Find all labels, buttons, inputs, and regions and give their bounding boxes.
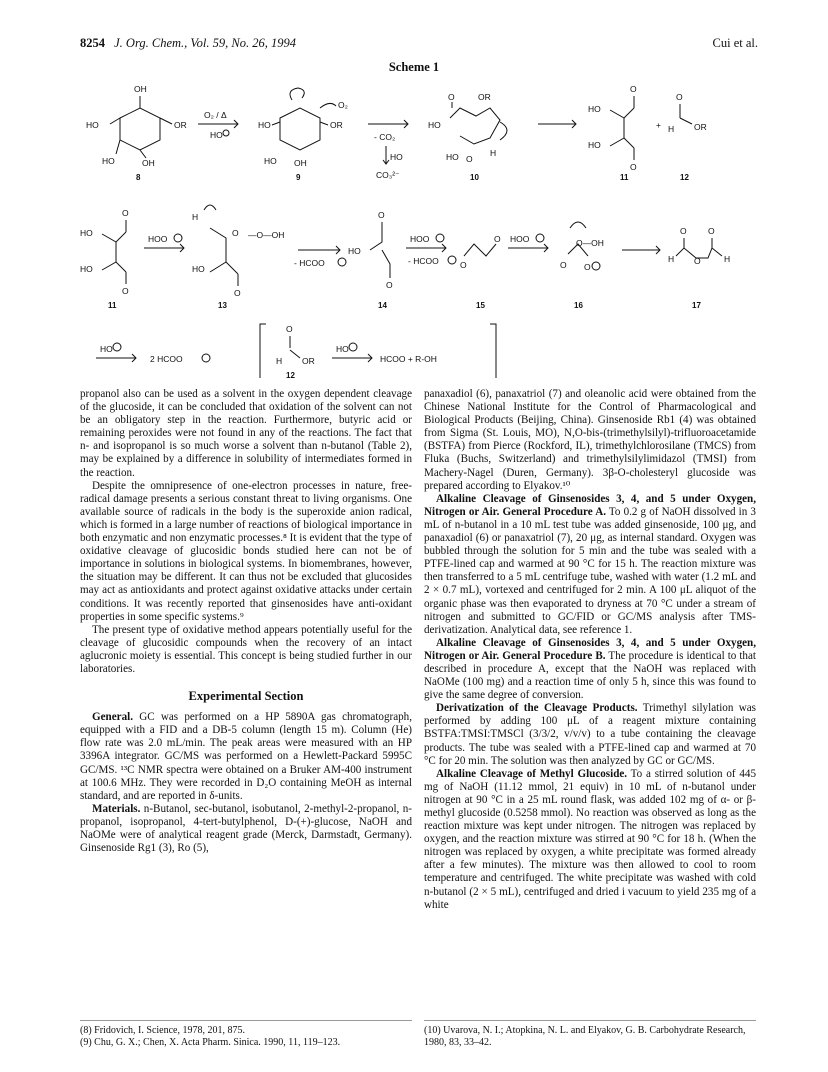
compound-12b-structure — [276, 324, 315, 378]
svg-text:O: O — [630, 84, 637, 94]
svg-text:H: H — [192, 212, 199, 222]
paragraph-methyl-glucoside — [424, 768, 756, 912]
svg-text:OR: OR — [302, 356, 315, 366]
reagent-hoo-3: HOO — [510, 234, 530, 244]
footnote-10: (10) Uvarova, N. I.; Atopkina, N. L. and Elyakov, G. B. Carbohydrate Research, 1980, 83, 33–42. — [424, 1025, 746, 1048]
svg-text:HO: HO — [100, 344, 113, 354]
reagent-minus-hcoo-2: - HCOO — [408, 256, 439, 266]
paragraph: Despite the omnipresence of one-electron processes in nature, free-radical damage presents a serious constant threat to living organisms. One available source of radicals in the body is the superoxide anion radical, which is formed in a large number of reactions of biological importance in both enzymatic and non enzymatic processes.⁸ It is evident that the type of oxidative cleavage of glucosidic bonds studied here can not be of importance in solutions in biological systems. In biomembranes, however, the situation may be different. It can thus not be excluded that glucosides may act as antioxidants and protect against oxidative attacks under certain conditions. It was recently reported that ginsenosides have anti-oxidant properties in some specific systems.⁹ — [80, 479, 412, 623]
svg-text:O: O — [584, 262, 591, 272]
reaction-scheme — [80, 78, 760, 378]
paragraph-body: n-Butanol, sec-butanol, isobutanol, 2-methyl-2-propanol, n-propanol, isopropanol, 4-tert-butylphenol, D-(+)-glucose, NaOH and NaOMe were of analytical reagent grade (Merck, Darmstadt, Germany). Ginsenoside Rg1 (3), Ro (5), — [80, 802, 412, 855]
compound-16-structure — [560, 222, 604, 310]
compound-14-structure — [348, 210, 393, 310]
paragraph: propanol also can be used as a solvent in the oxygen dependent cleavage of the glucoside, it can be concluded that oxidation of the solvent can not be an obligatory step in the reaction. Furthermore, butyric acid or remaining peroxides were not found in any of the reactions. The fact that n- and isopropanol is so much worse a solvent than n-butanol (Table 2), may be explained by a difference in solubility of intermediates formed in the reaction. — [80, 388, 412, 479]
svg-text:HO: HO — [446, 152, 459, 162]
compound-label-10: 10 — [470, 173, 479, 182]
svg-text:O: O — [466, 154, 473, 164]
svg-text:OR: OR — [174, 120, 187, 130]
svg-text:HO: HO — [390, 152, 403, 162]
svg-text:HO: HO — [428, 120, 441, 130]
svg-text:O: O — [448, 92, 455, 102]
svg-text:HO: HO — [210, 130, 223, 140]
run-in-heading: Materials. — [92, 802, 141, 815]
svg-text:OR: OR — [330, 120, 343, 130]
paragraph-procedure-b — [424, 637, 756, 702]
running-header-left — [80, 36, 296, 51]
footnotes-left — [80, 1020, 412, 1048]
compound-label-17: 17 — [692, 301, 701, 310]
svg-text:O: O — [494, 234, 501, 244]
svg-text:O: O — [386, 280, 393, 290]
svg-text:HO: HO — [80, 228, 93, 238]
svg-text:—O—OH: —O—OH — [248, 230, 285, 240]
svg-text:OH: OH — [142, 158, 155, 168]
reagent-minus-hcoo-1: - HCOO — [294, 258, 325, 268]
svg-text:O: O — [630, 162, 637, 172]
paragraph-general — [80, 711, 412, 803]
compound-label-11b: 11 — [108, 301, 117, 310]
compound-label-12b: 12 — [286, 371, 295, 378]
compound-15-structure — [460, 234, 501, 310]
reagent-hoo-2: HOO — [410, 234, 430, 244]
compound-11b-structure — [80, 208, 129, 310]
journal-citation: J. Org. Chem., Vol. 59, No. 26, 1994 — [114, 36, 296, 50]
svg-text:H: H — [276, 356, 283, 366]
reagent-two-hcoo: 2 HCOO — [150, 354, 183, 364]
svg-text:O—OH: O—OH — [576, 238, 604, 248]
right-column — [424, 388, 756, 912]
svg-text:O: O — [286, 324, 293, 334]
footnote-9: (9) Chu, G. X.; Chen, X. Acta Pharm. Sinica. 1990, 11, 119–123. — [80, 1036, 341, 1048]
compound-17-structure — [668, 226, 730, 310]
svg-text:O: O — [378, 210, 385, 220]
reagent-hcoo-roh: HCOO + R-OH — [380, 354, 437, 364]
compound-label-16: 16 — [574, 301, 583, 310]
compound-label-13: 13 — [218, 301, 227, 310]
run-in-heading: General. — [92, 711, 133, 724]
paragraph-body: Trimethyl silylation was performed by adding 100 μL of a reagent mixture containing BSTFA:TMSI:TMSCl (3/3/2, v/v/v) to a tube containing the cleavage products. The tube was sealed with a PTFE-lined cap and warmed at 70 °C for 20 min. The solution was then analyzed by GC or GC/MS. — [424, 702, 757, 767]
svg-text:O: O — [680, 226, 687, 236]
svg-text:HO: HO — [192, 264, 205, 274]
svg-text:O: O — [676, 92, 683, 102]
compound-label-8: 8 — [136, 173, 141, 182]
svg-text:H: H — [668, 124, 675, 134]
reagent-o2-radical: O₂ — [338, 100, 348, 110]
left-column — [80, 388, 412, 855]
reagent-o2-heat: O₂ / Δ — [204, 110, 227, 120]
svg-text:HO: HO — [348, 246, 361, 256]
running-header-authors: Cui et al. — [712, 36, 758, 50]
paragraph-materials — [80, 803, 412, 855]
scheme-title: Scheme 1 — [388, 60, 440, 74]
svg-text:HO: HO — [80, 264, 93, 274]
svg-text:HO: HO — [102, 156, 115, 166]
footnote-8: (8) Fridovich, I. Science, 1978, 201, 875. — [80, 1025, 245, 1036]
svg-text:H: H — [668, 254, 675, 264]
compound-label-14: 14 — [378, 301, 387, 310]
section-title: Experimental Section — [188, 689, 304, 704]
svg-text:HO: HO — [588, 140, 601, 150]
compound-label-15: 15 — [476, 301, 485, 310]
svg-text:HO: HO — [336, 344, 349, 354]
svg-text:O: O — [460, 260, 467, 270]
reagent-carbonate: CO₃²⁻ — [376, 170, 400, 180]
footnotes-right — [424, 1020, 756, 1048]
paragraph: panaxadiol (6), panaxatriol (7) and oleanolic acid were obtained from the Chinese National Institute for the Control of Pharmacological and Biological Products (Beijing, China). Ginsenoside Rb1 (4) was obtained from Sigma (St. Louis, MO), N,O-bis-(trimethylsilyl)-trifluoroacetamide (BSTFA) from Pierce (Rockford, IL), trimethylchlorosilane (TMCS) from Fluka (Buchs, Switzerland) and trimethylsilylimidazol (TMSI) from Machery-Nagel (Duren, Germany). 3β-O-cholesteryl glucoside was prepared according to Elyakov.¹⁰ — [424, 388, 756, 492]
svg-text:H: H — [724, 254, 731, 264]
svg-text:OR: OR — [478, 92, 491, 102]
svg-text:O: O — [122, 286, 129, 296]
compound-label-9: 9 — [296, 173, 301, 182]
compound-label-12: 12 — [680, 173, 689, 182]
paragraph-body: To a stirred solution of 445 mg of NaOH (11.12 mmol, 21 equiv) in 10 mL of n-butanol under nitrogen at 90 °C in a 25 mL round flask, was added 102 mg of α- or β-methyl glucoside (0.5258 mmol). No reaction was observed as long as the reaction mixture was kept under nitrogen. The nitrogen was replaced by oxygen, and the reaction mixture was stirred at 90 °C for 18 h. (When the nitrogen was replaced by oxygen, a white precipitate was formed already after a few minutes). The mixture was then allowed to cool to room temperature and centrifuged. The white precipitate was washed with cold n-butanol (2 × 5 mL), centrifuged and dried i vacuum to yield 235 mg of a white — [424, 767, 757, 911]
paragraph-body: The procedure is identical to that described in procedure A, except that the NaOH was replaced with NaOMe (100 mg) and a reaction time of only 5 h, since this was found to give the same degree of conversion. — [424, 649, 756, 702]
paragraph-derivatization — [424, 702, 756, 767]
svg-text:HO: HO — [588, 104, 601, 114]
reagent-minus-co2: - CO₂ — [374, 132, 396, 142]
compound-8-structure — [86, 84, 187, 182]
compound-10-structure — [428, 92, 507, 182]
compound-12-structure — [668, 92, 707, 182]
svg-text:OR: OR — [694, 122, 707, 132]
svg-text:HO: HO — [264, 156, 277, 166]
svg-text:O: O — [694, 256, 701, 266]
svg-text:O: O — [232, 228, 239, 238]
svg-text:O: O — [708, 226, 715, 236]
run-in-heading: Alkaline Cleavage of Ginsenosides 3, 4, and 5 under Oxygen, Nitrogen or Air. General Procedure A. — [424, 492, 756, 518]
svg-text:HO: HO — [258, 120, 271, 130]
svg-text:O: O — [234, 288, 241, 298]
paragraph-body: GC was performed on a HP 5890A gas chromatograph, equipped with a FID and a DB-5 column (length 15 m). Column (He) flow rate was 2.0 mL/min. The peak areas were measured with an HP 3396A integrator. GC/MS was performed on a Hewlett-Packard 5995C GC/MS. ¹³C NMR spectra were obtained on a Bruker AM-400 instrument at 100.6 MHz. They were recorded in D₂O containing MeOH as internal standard, and are reported in δ-units. — [80, 711, 412, 802]
svg-text:H: H — [490, 148, 497, 158]
page-number: 8254 — [80, 36, 105, 50]
paragraph-procedure-a — [424, 493, 756, 637]
compound-9-structure — [258, 88, 348, 182]
svg-text:+: + — [656, 120, 661, 130]
reagent-hoo-1: HOO — [148, 234, 168, 244]
svg-text:O: O — [560, 260, 567, 270]
compound-11-structure — [588, 84, 637, 182]
run-in-heading: Derivatization of the Cleavage Products. — [436, 702, 638, 715]
svg-text:HO: HO — [86, 120, 99, 130]
svg-text:OH: OH — [134, 84, 147, 94]
paragraph-body: To 0.2 g of NaOH dissolved in 3 mL of n-butanol in a 10 mL test tube was added ginsenoside, 100 μg, and panaxadiol (6) or panaxatriol (7), 20 μg, as internal standard. Oxygen was bubbled through the solution for 5 min and the tube was sealed with a PTFE-lined cap and warmed at 90 °C for 15 h. The reaction mixture was then transferred to a 5 mL centrifuge tube, washed with water (1.2 mL and 2 × 0.7 mL), vortexed and centrifuged for 2 min. A 100 μL aliquot of the organic phase was then evaporated to dryness at 70 °C under a stream of nitrogen and submitted to GC/FID or GC/MS analysis after TMS-derivatization. Analytical data, see reference 1. — [424, 505, 756, 636]
compound-label-11: 11 — [620, 173, 629, 182]
svg-text:O: O — [122, 208, 129, 218]
compound-13-structure — [192, 205, 284, 310]
paragraph: The present type of oxidative method appears potentially useful for the cleavage of glucosidic compounds when the recovery of an intact aglucronic moiety is essential. This concept is being studied further in our laboratories. — [80, 623, 412, 675]
svg-text:OH: OH — [294, 158, 307, 168]
run-in-heading: Alkaline Cleavage of Methyl Glucoside. — [436, 767, 628, 780]
run-in-heading: Alkaline Cleavage of Ginsenosides 3, 4, and 5 under Oxygen, Nitrogen or Air. General Procedure B. — [424, 636, 756, 662]
